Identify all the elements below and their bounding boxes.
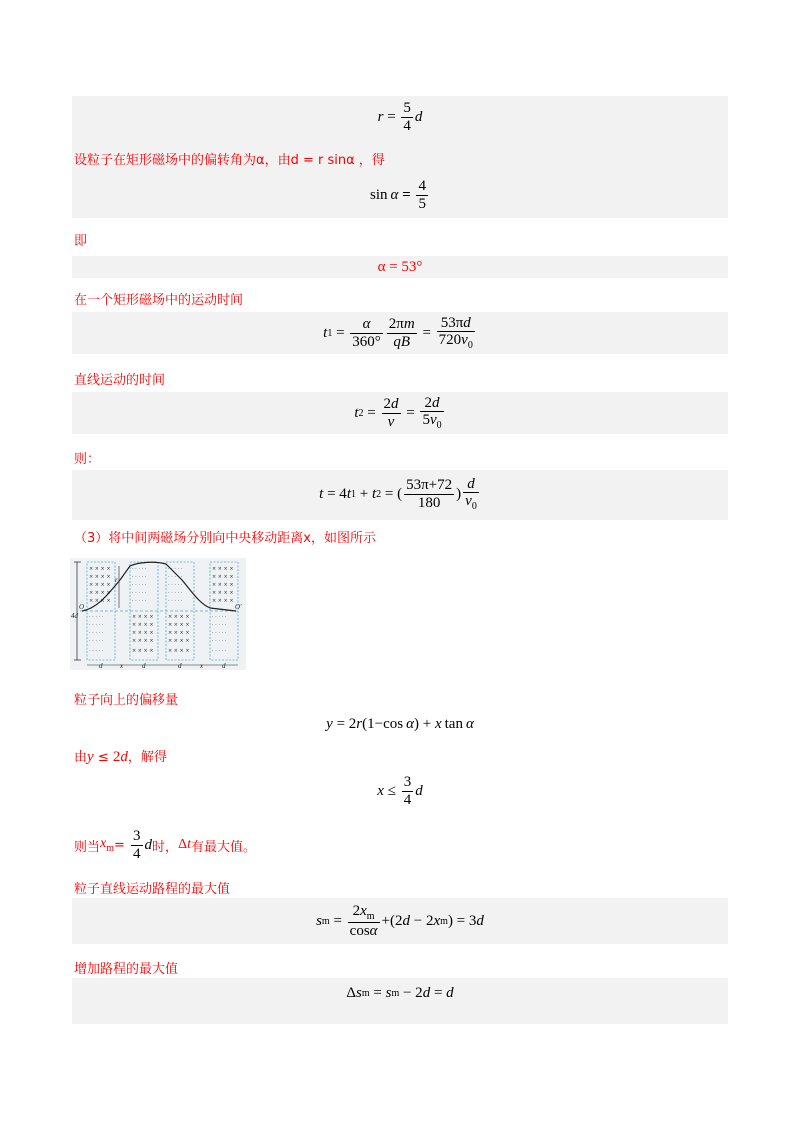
svg-text:× × × ×: × × × × <box>168 630 190 636</box>
text-by-y: 由y ≤ 2d，解得 <box>74 749 167 765</box>
dim-d-4: d <box>222 662 226 670</box>
svg-text:· · · · ·: · · · · · <box>212 630 227 636</box>
svg-text:· · · · ·: · · · · · <box>132 582 147 588</box>
svg-text:· · · · ·: · · · · · <box>132 574 147 580</box>
svg-text:· · · · ·: · · · · · <box>212 622 227 628</box>
svg-text:· · · · ·: · · · · · <box>168 582 183 588</box>
svg-text:· · · · ·: · · · · · <box>89 622 104 628</box>
svg-text:× × × ×: × × × × <box>212 590 234 596</box>
dim-d-1: d <box>99 662 103 670</box>
svg-text:× × × ×: × × × × <box>212 574 234 580</box>
svg-text:× × × ×: × × × × <box>89 574 111 580</box>
text-t-one-label: 在一个矩形磁场中的运动时间 <box>74 293 244 308</box>
svg-text:× × × ×: × × × × <box>132 622 154 628</box>
svg-text:· · · · ·: · · · · · <box>212 648 227 654</box>
svg-text:× × × ×: × × × × <box>89 582 111 588</box>
equation-sm: s m = $\frac{2x_m}{\cos\alpha}$ +(2 d − 2 x m ) = 3 d <box>316 902 484 939</box>
equation-t2: t 2 = $\frac{2d}{v}$ = $\frac{2d}{5v_0}$ <box>354 394 442 432</box>
text-offset-label: 粒子向上的偏移量 <box>74 693 179 708</box>
svg-text:· · · · ·: · · · · · <box>89 648 104 654</box>
svg-text:× × × ×: × × × × <box>132 630 154 636</box>
svg-text:· · · · ·: · · · · · <box>212 638 227 644</box>
svg-text:· · · · ·: · · · · · <box>89 638 104 644</box>
svg-text:· · · · ·: · · · · · <box>168 590 183 596</box>
svg-text:× × × ×: × × × × <box>89 590 111 596</box>
svg-text:· · · · ·: · · · · · <box>212 614 227 620</box>
equation-alpha: α = 53° <box>377 258 423 275</box>
svg-text:· · · · ·: · · · · · <box>132 598 147 604</box>
svg-text:× × × ×: × × × × <box>89 598 111 604</box>
label-4d: 4d <box>71 612 78 620</box>
svg-text:× × × ×: × × × × <box>168 614 190 620</box>
equation-r: r = $\frac{5}{4}$ d <box>377 100 423 134</box>
svg-text:× × × ×: × × × × <box>89 566 111 572</box>
svg-text:× × × ×: × × × × <box>168 638 190 644</box>
svg-text:× × × ×: × × × × <box>132 648 154 654</box>
label-O: O <box>79 603 85 611</box>
text-intro-alpha: 设粒子在矩形磁场中的偏转角为α，由d = r sinα ，得 <box>74 153 385 168</box>
text-when-xm: 则当 $x_m$ = $\frac{3}{4}$ d 时， Δt 有最大值。 <box>74 828 256 862</box>
svg-text:· · · · ·: · · · · · <box>168 598 183 604</box>
label-r: r <box>115 576 118 584</box>
dim-d-3: d <box>178 662 182 670</box>
text-ze: 则： <box>74 452 101 467</box>
svg-text:× × × ×: × × × × <box>212 566 234 572</box>
svg-text:× × × ×: × × × × <box>212 598 234 604</box>
equation-t: t = 4 t 1 + t 2 = ( $\frac{53\pi+72}{180}$ ) $\frac{d}{v_0}$ <box>319 475 477 513</box>
svg-text:· · · · ·: · · · · · <box>132 590 147 596</box>
svg-text:× × × ×: × × × × <box>132 614 154 620</box>
svg-text:× × × ×: × × × × <box>212 582 234 588</box>
svg-text:· · · · ·: · · · · · <box>89 630 104 636</box>
text-part3: （3）将中间两磁场分别向中央移动距离x，如图所示 <box>74 531 376 546</box>
equation-t1: t 1 = $\frac{\alpha}{360^\circ}$ $\frac{2\pi m}{qB}$ = $\frac{53\pi d}{720v_0}$ <box>323 314 473 352</box>
dim-x-2: x <box>200 662 204 670</box>
text-ji: 即 <box>74 234 88 249</box>
equation-dsm: Δ s m = s m − 2 d = d <box>346 984 454 1001</box>
dim-x-1: x <box>120 662 124 670</box>
svg-text:× × × ×: × × × × <box>132 638 154 644</box>
equation-y: y = 2 r (1−cos α ) + x tan α <box>326 715 474 732</box>
text-straight-label: 直线运动的时间 <box>74 373 166 388</box>
equation-sin: sin α = $\frac{4}{5}$ <box>370 178 426 212</box>
text-smax-label: 粒子直线运动路程的最大值 <box>74 882 231 897</box>
svg-text:× × × ×: × × × × <box>168 648 190 654</box>
svg-text:· · · · ·: · · · · · <box>132 566 147 572</box>
svg-text:· · · · ·: · · · · · <box>89 614 104 620</box>
equation-x: x ≤ $\frac{3}{4}$ d <box>377 774 423 808</box>
svg-text:· · · · ·: · · · · · <box>168 574 183 580</box>
text-inc-label: 增加路程的最大值 <box>74 962 179 977</box>
svg-text:· · · · ·: · · · · · <box>168 566 183 572</box>
magnetic-field-figure <box>70 558 246 670</box>
svg-text:× × × ×: × × × × <box>168 622 190 628</box>
label-Oprime: O′ <box>235 603 242 611</box>
dim-d-2: d <box>142 662 146 670</box>
